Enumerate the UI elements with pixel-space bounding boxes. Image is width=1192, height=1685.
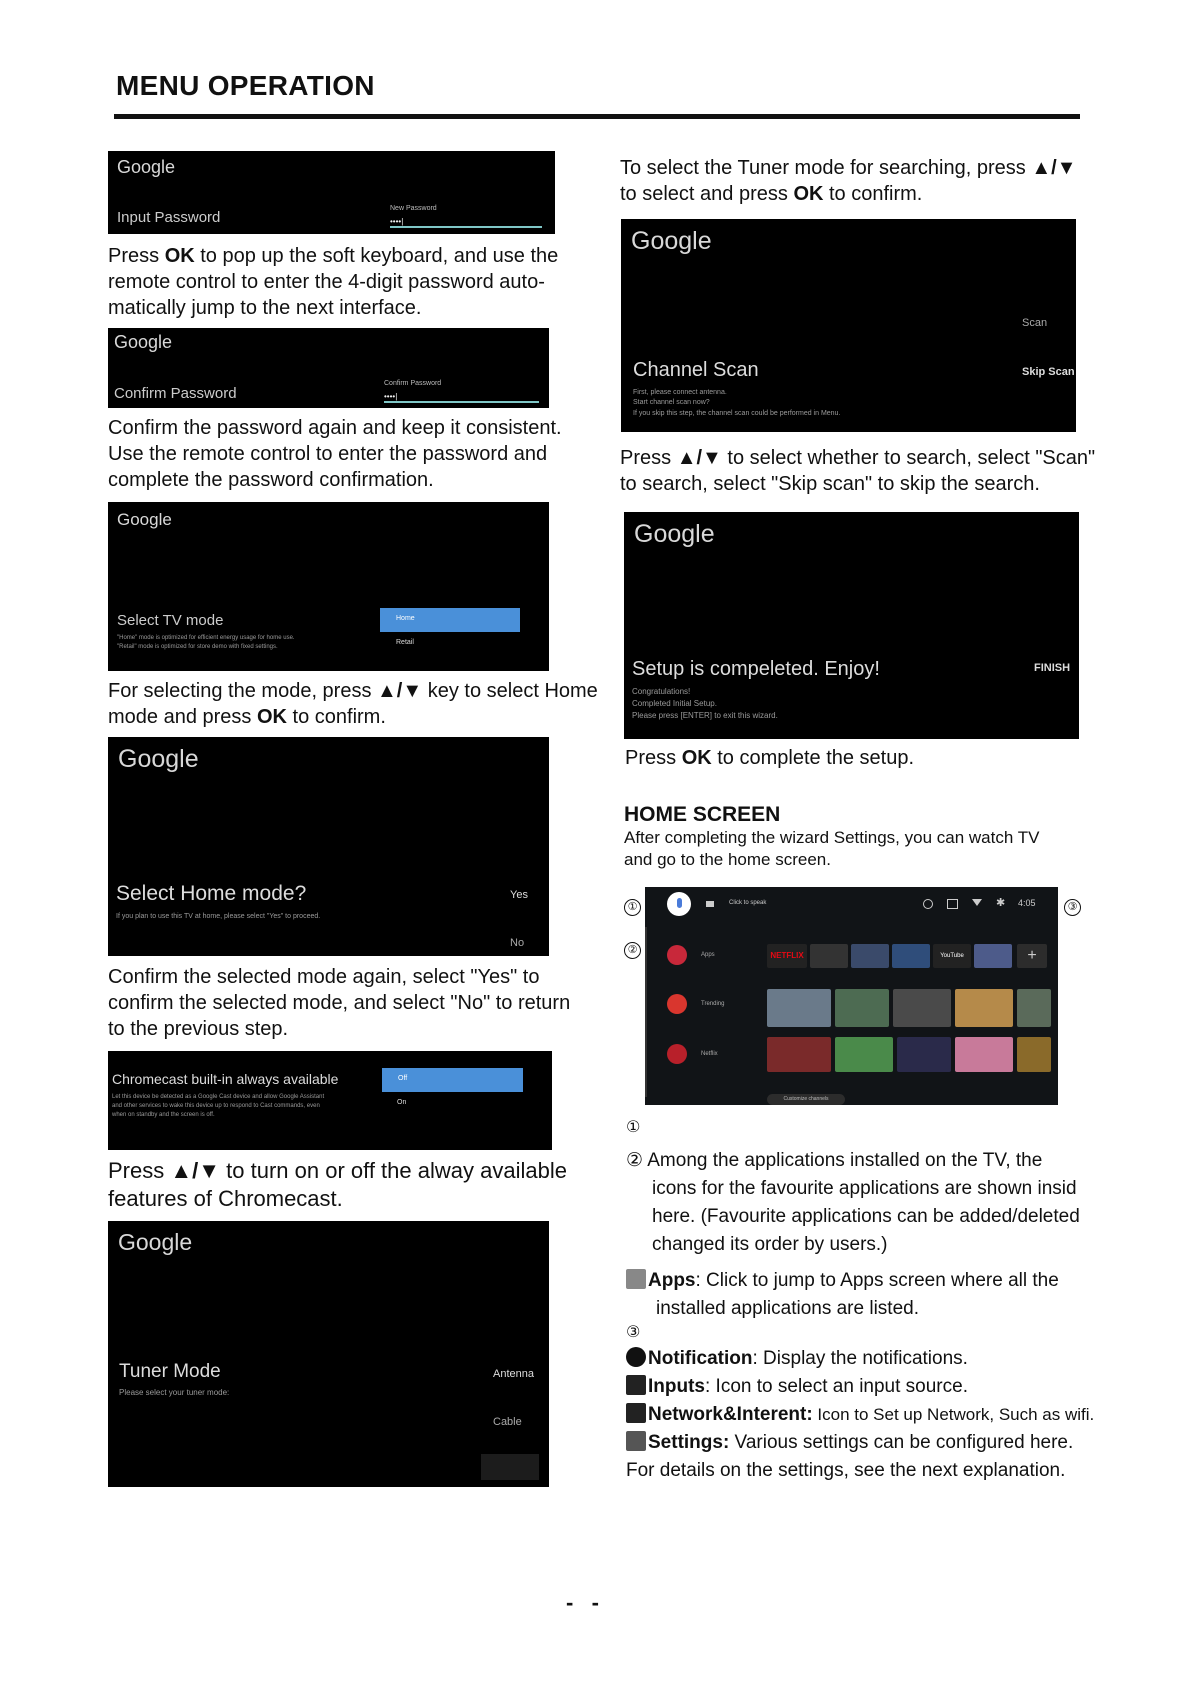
screen-tuner-mode <box>108 1221 549 1487</box>
chromecast-description: when on standby and the screen is off. <box>112 1112 215 1118</box>
row-label-apps: Apps <box>701 952 715 958</box>
netflix-thumbnail[interactable] <box>955 1037 1013 1072</box>
instruction-finish: Press OK to complete the setup. <box>625 747 915 769</box>
option-retail[interactable]: Retail <box>396 639 414 646</box>
video-thumbnail[interactable] <box>893 989 951 1027</box>
scan-description: Start channel scan now? <box>633 399 710 406</box>
tuner-description: Please select your tuner mode: <box>119 1388 230 1397</box>
apps-icon[interactable] <box>667 945 687 965</box>
option-antenna[interactable]: Antenna <box>493 1368 534 1380</box>
note-icons: Notification: Display the notifications. Inputs: Icon to select an input source. Network&Interent: Icon to Set up Network, Such as wifi. Settings: Various settings can be configured here. For details on the settings, see the next explanation. <box>626 1348 1095 1481</box>
screen-label: Channel Scan <box>633 359 759 381</box>
callout-2: ② <box>624 940 641 959</box>
option-skip-scan[interactable]: Skip Scan <box>1022 366 1075 378</box>
page-number: - - <box>566 1590 599 1615</box>
instruction-5: Press ▲/▼ to turn on or off the alway available features of Chromecast. <box>108 1158 567 1211</box>
focus-placeholder <box>481 1454 539 1480</box>
netflix-thumbnail[interactable] <box>835 1037 893 1072</box>
scan-description: First, please connect antenna. <box>633 389 727 396</box>
chromecast-description: Let this device be detected as a Google Cast device and allow Google Assistant <box>112 1094 325 1100</box>
app-tile-youtube[interactable]: YouTube <box>933 944 971 968</box>
field-label: Confirm Password <box>384 380 442 387</box>
customize-channels-button[interactable]: Customize channels <box>767 1094 845 1105</box>
app-tile-play-store[interactable] <box>892 944 930 968</box>
notification-icon <box>626 1347 646 1367</box>
screen-label: Chromecast built-in always available <box>112 1071 339 1087</box>
complete-description: Completed Initial Setup. <box>632 699 717 708</box>
home-mode-description: If you plan to use this TV at home, please select "Yes" to proceed. <box>116 913 321 920</box>
inputs-icon[interactable] <box>947 899 958 909</box>
note-2: ② Among the applications installed on the TV, the icons for the favourite applications are shown insid here. (Favourite applications can be added/deleted changed its order by users.) <box>626 1150 1080 1255</box>
page-title: MENU OPERATION <box>116 70 375 101</box>
google-logo-text: Google <box>631 227 712 255</box>
youtube-row-icon[interactable] <box>667 994 687 1014</box>
screen-chromecast <box>108 1051 552 1150</box>
screen-confirm-password <box>108 328 549 408</box>
note-apps: Apps: Click to jump to Apps screen where all the installed applications are listed. <box>626 1267 1059 1323</box>
instruction-2: Confirm the password again and keep it consistent. Use the remote control to enter the password and complete the password confirmation. <box>108 417 562 491</box>
screen-label: Input Password <box>117 209 221 226</box>
complete-description: Congratulations! <box>632 687 691 696</box>
google-logo-text: Google <box>117 157 176 177</box>
gear-icon <box>626 1431 646 1451</box>
home-intro: After completing the wizard Settings, you can watch TV and go to the home screen. <box>624 828 1040 869</box>
microphone-icon[interactable] <box>667 892 691 916</box>
inputs-icon <box>626 1375 646 1395</box>
app-tile-play-music[interactable] <box>974 944 1012 968</box>
option-yes[interactable]: Yes <box>510 889 528 901</box>
add-app-button[interactable]: + <box>1017 944 1047 968</box>
clock: 4:05 <box>1018 898 1036 908</box>
instruction-tuner: To select the Tuner mode for searching, press ▲/▼ to select and press OK to confirm. <box>620 157 1077 205</box>
apps-grid-icon <box>626 1269 646 1289</box>
option-off[interactable]: Off <box>382 1068 523 1092</box>
app-tile-google-play[interactable] <box>851 944 889 968</box>
netflix-thumbnail[interactable] <box>1017 1037 1051 1072</box>
option-on[interactable]: On <box>397 1099 407 1106</box>
netflix-thumbnail[interactable] <box>897 1037 951 1072</box>
note-1: ① <box>626 1119 641 1136</box>
screen-home <box>645 887 1058 1105</box>
wifi-icon <box>626 1403 646 1423</box>
sidebar-divider <box>645 927 647 1097</box>
video-thumbnail[interactable] <box>1017 989 1051 1027</box>
screen-label: Setup is compeleted. Enjoy! <box>632 658 880 680</box>
screen-input-password <box>108 151 555 234</box>
row-label-netflix: Netflix <box>701 1051 718 1057</box>
google-logo-text: Google <box>634 520 715 548</box>
voice-search-label[interactable]: Click to speak <box>729 900 767 906</box>
callout-3: ③ <box>1064 897 1081 916</box>
video-thumbnail[interactable] <box>835 989 889 1027</box>
option-cable[interactable]: Cable <box>493 1416 522 1428</box>
mode-description: "Retail" mode is optimized for store demo with fixed settings. <box>117 644 278 650</box>
screen-channel-scan <box>621 219 1076 432</box>
netflix-row-icon[interactable] <box>667 1044 687 1064</box>
note-3: ③ <box>626 1324 641 1341</box>
complete-description: Please press [ENTER] to exit this wizard. <box>632 711 778 720</box>
screen-label: Select Home mode? <box>116 882 307 905</box>
confirm-password-field[interactable]: ••••| <box>384 392 539 403</box>
notification-icon[interactable] <box>923 899 933 909</box>
keyboard-icon[interactable] <box>706 901 714 907</box>
network-icon[interactable] <box>972 899 982 906</box>
row-label-trending: Trending <box>701 1001 725 1007</box>
google-logo-text: Google <box>118 1229 193 1255</box>
screen-label: Select TV mode <box>117 612 224 629</box>
app-tile-netflix[interactable]: NETFLIX <box>767 944 807 968</box>
instruction-4: Confirm the selected mode again, select "Yes" to confirm the selected mode, and select "No" to return to the previous step. <box>108 966 571 1040</box>
section-heading-home: HOME SCREEN <box>624 803 781 826</box>
settings-icon[interactable]: ✱ <box>996 897 1006 909</box>
google-logo-text: Google <box>114 332 173 352</box>
header-rule <box>114 114 1080 119</box>
scan-description: If you skip this step, the channel scan could be performed in Menu. <box>633 410 841 417</box>
screen-label: Confirm Password <box>114 385 237 402</box>
google-logo-text: Google <box>117 510 172 529</box>
finish-button[interactable]: FINISH <box>1034 662 1071 674</box>
screen-setup-complete <box>624 512 1079 739</box>
google-logo-text: Google <box>118 745 199 773</box>
option-scan[interactable]: Scan <box>1022 317 1048 329</box>
instruction-scan: Press ▲/▼ to select whether to search, select "Scan" to search, select "Skip scan" to skip the search. <box>620 447 1096 495</box>
video-thumbnail[interactable] <box>767 989 831 1027</box>
callout-1: ① <box>624 897 641 916</box>
screen-label: Tuner Mode <box>119 1361 221 1382</box>
app-tile-tv[interactable] <box>810 944 848 968</box>
option-no[interactable]: No <box>510 937 525 949</box>
instruction-1: Press OK to pop up the soft keyboard, and use the remote control to enter the 4-digit password auto- matically jump to the next interface. <box>108 245 559 319</box>
screen-select-tv-mode <box>108 502 549 671</box>
instruction-3: For selecting the mode, press ▲/▼ key to select Home mode and press OK to confirm. <box>108 680 598 728</box>
netflix-thumbnail[interactable] <box>767 1037 831 1072</box>
password-field[interactable]: ••••| <box>390 217 542 228</box>
video-thumbnail[interactable] <box>955 989 1013 1027</box>
field-label: New Password <box>390 205 437 212</box>
chromecast-description: and other services to wake this device up to respond to Cast commands, even <box>112 1103 320 1109</box>
mode-description: "Home" mode is optimized for efficient energy usage for home use. <box>117 635 295 641</box>
option-home[interactable]: Home <box>380 608 520 632</box>
screen-select-home-mode <box>108 737 549 956</box>
